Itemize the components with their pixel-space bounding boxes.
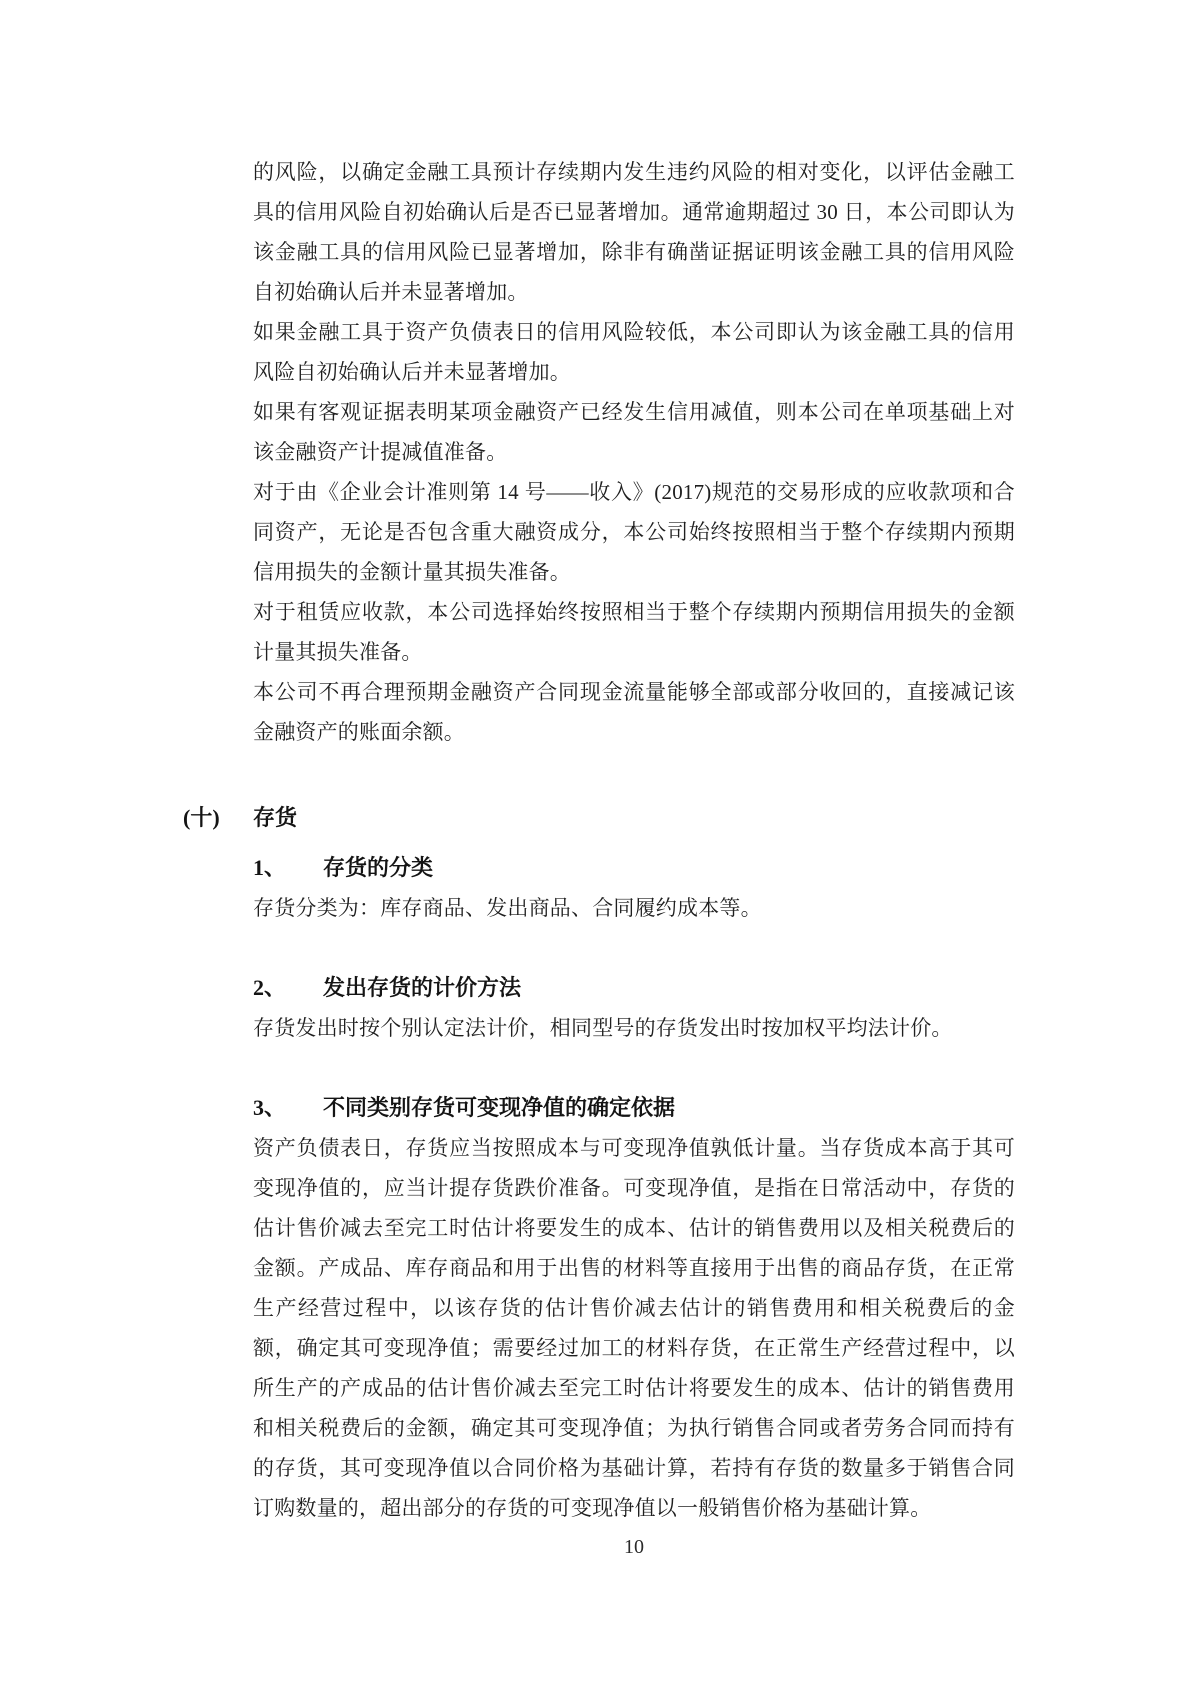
subsection-number: 1、 bbox=[253, 855, 287, 880]
subsection-heading bbox=[253, 848, 1015, 888]
paragraph-low-credit-risk: 如果金融工具于资产负债表日的信用风险较低，本公司即认为该金融工具的信用风险自初始确认后并未显著增加。 bbox=[253, 320, 1015, 384]
subsection-inventory-classification bbox=[253, 848, 1015, 928]
section-title: 存货 bbox=[253, 805, 298, 830]
subsection-title: 存货的分类 bbox=[323, 855, 434, 880]
paragraph-revenue-standard-receivables: 对于由《企业会计准则第 14 号——收入》(2017)规范的交易形成的应收款项和合同资产，无论是否包含重大融资成分，本公司始终按照相当于整个存续期内预期信用损失的金额计量其损失准备。 bbox=[253, 480, 1015, 584]
subsection-net-realizable-value bbox=[253, 1088, 1015, 1528]
paragraph-objective-evidence: 如果有客观证据表明某项金融资产已经发生信用减值，则本公司在单项基础上对该金融资产计提减值准备。 bbox=[253, 400, 1015, 464]
paragraph-writeoff: 本公司不再合理预期金融资产合同现金流量能够全部或部分收回的，直接减记该金融资产的账面余额。 bbox=[253, 680, 1015, 744]
section-number-label: (十) bbox=[183, 805, 220, 830]
section-heading-inventory bbox=[183, 798, 1015, 838]
paragraph-lease-receivables: 对于租赁应收款，本公司选择始终按照相当于整个存续期内预期信用损失的金额计量其损失准备。 bbox=[253, 600, 1015, 664]
subsection-heading bbox=[253, 1088, 1015, 1128]
subsection-body: 资产负债表日，存货应当按照成本与可变现净值孰低计量。当存货成本高于其可变现净值的，应当计提存货跌价准备。可变现净值，是指在日常活动中，存货的估计售价减去至完工时估计将要发生的成本、估计的销售费用以及相关税费后的金额。产成品、库存商品和用于出售的材料等直接用于出售的商品存货，在正常生产经营过程中，以该存货的估计售价减去估计的销售费用和相关税费后的金额，确定其可变现净值；需要经过加工的材料存货，在正常生产经营过程中，以所生产的产成品的估计售价减去至完工时估计将要发生的成本、估计的销售费用和相关税费后的金额，确定其可变现净值；为执行销售合同或者劳务合同而持有的存货，其可变现净值以合同价格为基础计算，若持有存货的数量多于销售合同订购数量的，超出部分的存货的可变现净值以一般销售价格为基础计算。 bbox=[253, 1136, 1015, 1520]
subsection-title: 不同类别存货可变现净值的确定依据 bbox=[323, 1095, 676, 1120]
document-content bbox=[183, 152, 1015, 1528]
subsection-body: 存货发出时按个别认定法计价，相同型号的存货发出时按加权平均法计价。 bbox=[253, 1016, 953, 1040]
subsection-body: 存货分类为：库存商品、发出商品、合同履约成本等。 bbox=[253, 896, 762, 920]
subsection-inventory-valuation-method bbox=[253, 968, 1015, 1048]
subsection-number: 3、 bbox=[253, 1095, 287, 1120]
page-number: 10 bbox=[624, 1536, 644, 1558]
subsection-heading bbox=[253, 968, 1015, 1008]
paragraph-credit-risk-change: 的风险，以确定金融工具预计存续期内发生违约风险的相对变化，以评估金融工具的信用风险自初始确认后是否已显著增加。通常逾期超过 30 日，本公司即认为该金融工具的信用风险已显著增加，除非有确凿证据证明该金融工具的信用风险自初始确认后并未显著增加。 bbox=[253, 160, 1015, 304]
subsection-title: 发出存货的计价方法 bbox=[323, 975, 522, 1000]
subsection-number: 2、 bbox=[253, 975, 287, 1000]
